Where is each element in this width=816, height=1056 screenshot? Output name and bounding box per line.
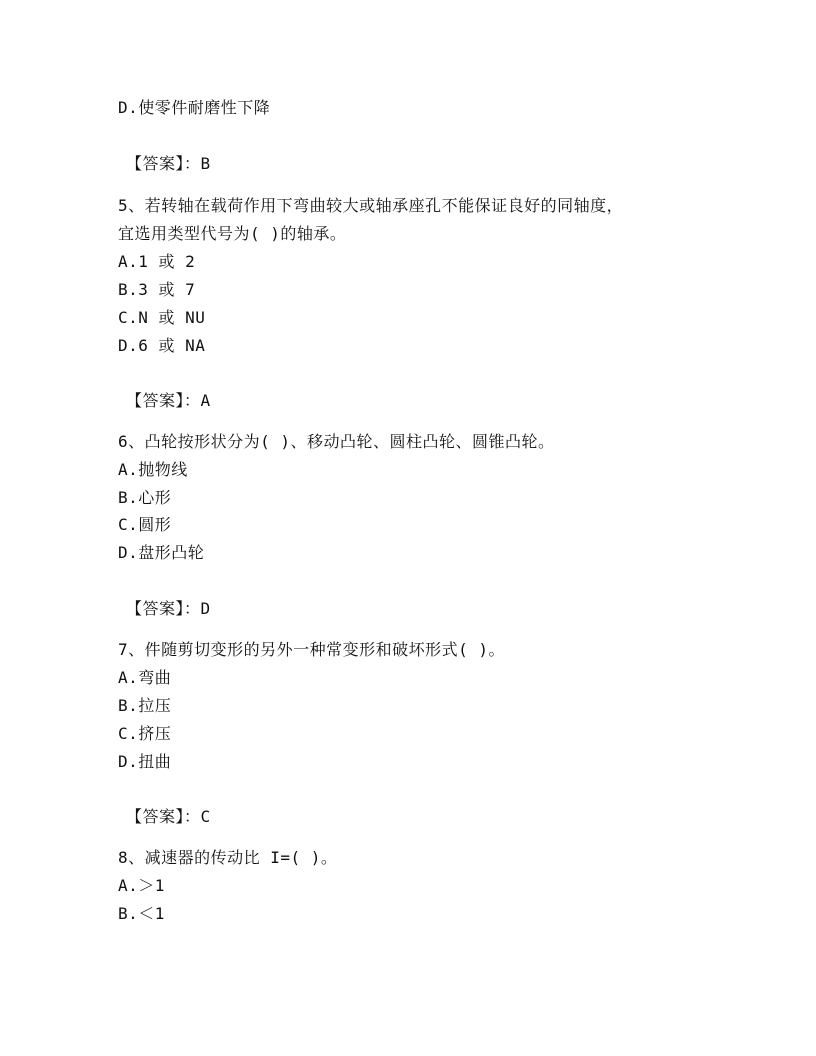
q6-option-d: D.盘形凸轮 xyxy=(118,543,205,562)
q5-stem-line1: 5、若转轴在载荷作用下弯曲较大或轴承座孔不能保证良好的同轴度， xyxy=(118,196,624,215)
q7-option-b: B.拉压 xyxy=(118,696,172,715)
q5-answer: 【答案】：A xyxy=(126,391,211,410)
q5-option-c: C.N 或 NU xyxy=(118,308,206,327)
q8-option-b: B.＜1 xyxy=(118,904,165,923)
q7-option-a: A.弯曲 xyxy=(118,668,172,687)
q6-option-c: C.圆形 xyxy=(118,515,172,534)
prev-option-d: D.使零件耐磨性下降 xyxy=(118,98,271,117)
prev-answer: 【答案】：B xyxy=(126,154,211,173)
q7-option-c: C.挤压 xyxy=(118,724,172,743)
q7-answer: 【答案】：C xyxy=(126,807,211,826)
q6-option-a: A.抛物线 xyxy=(118,460,188,479)
q5-option-b: B.3 或 7 xyxy=(118,280,196,299)
q8-option-a: A.＞1 xyxy=(118,876,165,895)
q5-stem-line2: 宜选用类型代号为( )的轴承。 xyxy=(118,224,347,243)
q5-option-d: D.6 或 NA xyxy=(118,336,206,355)
q7-stem: 7、件随剪切变形的另外一种常变形和破坏形式( )。 xyxy=(118,640,506,659)
q6-stem: 6、凸轮按形状分为( )、移动凸轮、圆柱凸轮、圆锥凸轮。 xyxy=(118,432,555,451)
q6-answer: 【答案】：D xyxy=(126,599,211,618)
q7-option-d: D.扭曲 xyxy=(118,752,172,771)
q5-option-a: A.1 或 2 xyxy=(118,252,196,271)
q6-option-b: B.心形 xyxy=(118,488,172,507)
q8-stem: 8、减速器的传动比 I=( )。 xyxy=(118,848,338,867)
